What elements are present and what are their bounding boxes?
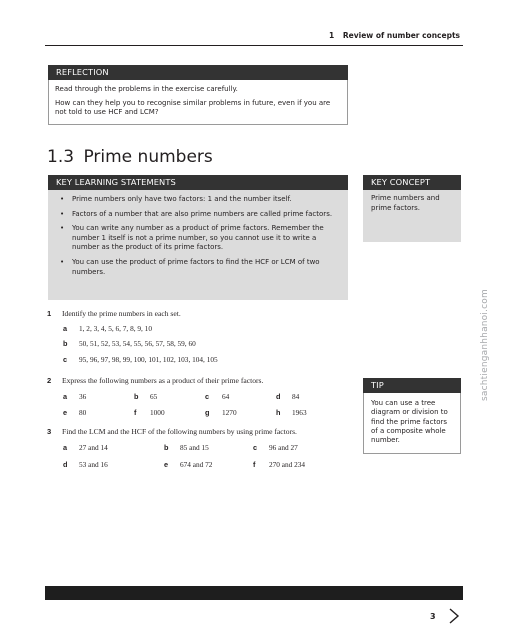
- question-number: 2: [47, 376, 52, 385]
- section-number: 1.3: [47, 147, 75, 167]
- part-value: 1963: [292, 408, 307, 417]
- key-learning-title: KEY LEARNING STATEMENTS: [48, 175, 348, 190]
- part-value: 1, 2, 3, 4, 5, 6, 7, 8, 9, 10: [79, 324, 152, 333]
- reflection-box: [48, 65, 348, 125]
- question-text: Find the LCM and the HCF of the following numbers by using prime factors.: [62, 427, 297, 436]
- part-value: 65: [150, 392, 158, 401]
- key-learning-list: [58, 195, 338, 277]
- key-learning-body: [48, 190, 348, 300]
- part-value: 96 and 27: [269, 443, 298, 452]
- key-learning-box: [48, 175, 348, 300]
- page-number: 3: [430, 612, 436, 621]
- key-concept-box: [363, 175, 461, 242]
- bullet-icon: •: [60, 195, 65, 203]
- question-number: 3: [47, 427, 52, 436]
- part-value: 1270: [222, 408, 237, 417]
- footer-bar: [45, 586, 463, 600]
- bullet-icon: •: [60, 209, 65, 218]
- tip-box: [363, 378, 461, 454]
- part-label: a: [63, 324, 68, 333]
- question-text: Express the following numbers as a product of their prime factors.: [62, 376, 264, 385]
- part-label: b: [63, 339, 68, 348]
- reflection-line: How can they help you to recognise similar problems in future, even if you are not told to use HCF and LCM?: [55, 98, 331, 117]
- part-value: 80: [79, 408, 87, 417]
- part-label: c: [253, 443, 258, 452]
- key-learning-text: You can write any number as a product of prime factors. Remember the number 1 itself is not a prime number, so you cannot use it to write a number as the product of its prime factors.: [72, 224, 324, 252]
- running-header: [329, 31, 460, 40]
- chapter-number: 1: [329, 31, 335, 40]
- part-value: 84: [292, 392, 300, 401]
- key-learning-item: [58, 210, 338, 220]
- part-label: b: [164, 443, 169, 452]
- key-concept-body: Prime numbers and prime factors.: [363, 190, 461, 242]
- bullet-icon: •: [60, 257, 65, 266]
- tip-body: You can use a tree diagram or division to find the prime factors of a composite whole number.: [363, 393, 461, 454]
- part-value: 27 and 14: [79, 443, 108, 452]
- tip-title: TIP: [363, 378, 461, 393]
- part-value: 95, 96, 97, 98, 99, 100, 101, 102, 103, 104, 105: [79, 355, 218, 364]
- header-rule: [45, 45, 463, 46]
- part-label: c: [205, 392, 210, 401]
- part-label: e: [164, 460, 169, 469]
- part-value: 36: [79, 392, 87, 401]
- part-label: b: [134, 392, 139, 401]
- part-value: 85 and 15: [180, 443, 209, 452]
- part-label: d: [276, 392, 281, 401]
- reflection-line: Read through the problems in the exercise carefully.: [55, 85, 238, 93]
- part-label: e: [63, 408, 68, 417]
- key-learning-item: [58, 258, 338, 277]
- part-label: a: [63, 392, 68, 401]
- part-label: f: [253, 460, 256, 469]
- chevron-right-icon[interactable]: [447, 607, 461, 625]
- key-learning-text: Prime numbers only have two factors: 1 and the number itself.: [72, 195, 292, 203]
- side-watermark-url: sachtienganhhanoi.com: [480, 289, 490, 401]
- part-label: f: [134, 408, 137, 417]
- section-title: [47, 147, 213, 167]
- question-number: 1: [47, 309, 52, 318]
- part-label: h: [276, 408, 281, 417]
- bullet-icon: •: [60, 224, 65, 233]
- chapter-title: Review of number concepts: [342, 31, 460, 40]
- part-label: a: [63, 443, 68, 452]
- reflection-title: REFLECTION: [48, 65, 348, 80]
- part-value: 50, 51, 52, 53, 54, 55, 56, 57, 58, 59, 60: [79, 339, 196, 348]
- reflection-body: [48, 80, 348, 125]
- part-value: 270 and 234: [269, 460, 306, 469]
- part-label: d: [63, 460, 68, 469]
- part-label: c: [63, 355, 68, 364]
- section-name: Prime numbers: [83, 147, 213, 167]
- key-learning-item: [58, 224, 338, 253]
- key-concept-title: KEY CONCEPT: [363, 175, 461, 190]
- part-label: g: [205, 408, 210, 417]
- part-value: 53 and 16: [79, 460, 108, 469]
- part-value: 1000: [150, 408, 165, 417]
- key-learning-text: Factors of a number that are also prime numbers are called prime factors.: [72, 209, 333, 218]
- part-value: 674 and 72: [180, 460, 213, 469]
- part-value: 64: [222, 392, 230, 401]
- key-learning-text: You can use the product of prime factors to find the HCF or LCM of two numbers.: [72, 257, 320, 276]
- key-learning-item: [58, 195, 338, 205]
- question-text: Identify the prime numbers in each set.: [62, 309, 181, 318]
